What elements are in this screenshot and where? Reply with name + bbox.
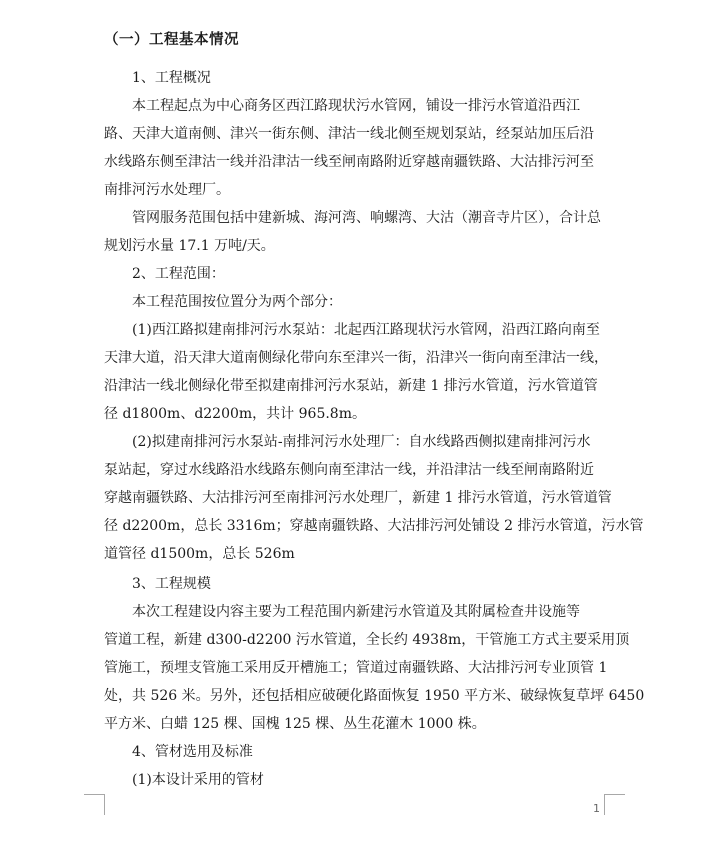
paragraph-line: (1)西江路拟建南排河污水泵站：北起西江路现状污水管网，沿西江路向南至	[132, 322, 600, 338]
subsection-title: 3、工程规模	[132, 576, 211, 592]
paragraph-line: 南排河污水处理厂。	[104, 182, 230, 198]
paragraph-line: (2)拟建南排河污水泵站-南排河污水处理厂：自水线路西侧拟建南排河污水	[132, 434, 591, 450]
subsection-title: 2、工程范围：	[132, 266, 225, 282]
paragraph-line: 天津大道，沿天津大道南侧绿化带向东至津兴一街，沿津兴一街向南至津沽一线，	[104, 350, 608, 366]
page-number: 1	[593, 802, 600, 815]
margin-corner-mark	[84, 794, 105, 815]
paragraph-line: 径 d2200m，总长 3316m；穿越南疆铁路、大沽排污河处铺设 2 排污水管道，污水管	[104, 518, 644, 534]
paragraph-line: 平方米、白蜡 125 棵、国槐 125 棵、丛生花灌木 1000 株。	[104, 716, 486, 732]
paragraph-line: 管施工，预埋支管施工采用反开槽施工；管道过南疆铁路、大沽排污河专业顶管 1	[104, 660, 608, 676]
subsection-title: 1、工程概况	[132, 70, 211, 86]
paragraph-line: 本次工程建设内容主要为工程范围内新建污水管道及其附属检查井设施等	[132, 604, 580, 620]
paragraph-line: 沿津沽一线北侧绿化带至拟建南排河污水泵站，新建 1 排污水管道，污水管道管	[104, 378, 598, 394]
paragraph-line: 处，共 526 米。另外，还包括相应破硬化路面恢复 1950 平方米、破绿恢复草坪 6450	[104, 688, 645, 704]
subsection-title: 4、管材选用及标准	[132, 744, 253, 760]
paragraph-line: 管网服务范围包括中建新城、海河湾、响螺湾、大沽（潮音寺片区），合计总	[132, 210, 601, 226]
paragraph-line: 本工程起点为中心商务区西江路现状污水管网，铺设一排污水管道沿西江	[132, 98, 580, 114]
paragraph-line: 道管径 d1500m，总长 526m	[104, 546, 295, 562]
section-heading: （一）工程基本情况	[104, 32, 239, 48]
paragraph-line: 泵站起，穿过水线路沿水线路东侧向南至津沽一线，并沿津沽一线至闸南路附近	[104, 462, 594, 478]
paragraph-line: 本工程范围按位置分为两个部分：	[132, 294, 342, 310]
paragraph-line: 路、天津大道南侧、津兴一街东侧、津沽一线北侧至规划泵站，经泵站加压后沿	[104, 126, 594, 142]
paragraph-line: (1)本设计采用的管材	[132, 772, 264, 788]
paragraph-line: 径 d1800m、d2200m，共计 965.8m。	[104, 406, 366, 422]
paragraph-line: 管道工程，新建 d300-d2200 污水管道，全长约 4938m，干管施工方式主要采用顶	[104, 632, 630, 648]
paragraph-line: 规划污水量 17.1 万吨/天。	[104, 238, 275, 254]
paragraph-line: 水线路东侧至津沽一线并沿津沽一线至闸南路附近穿越南疆铁路、大沽排污河至	[104, 154, 594, 170]
paragraph-line: 穿越南疆铁路、大沽排污河至南排河污水处理厂，新建 1 排污水管道，污水管道管	[104, 490, 612, 506]
margin-corner-mark	[604, 794, 625, 815]
